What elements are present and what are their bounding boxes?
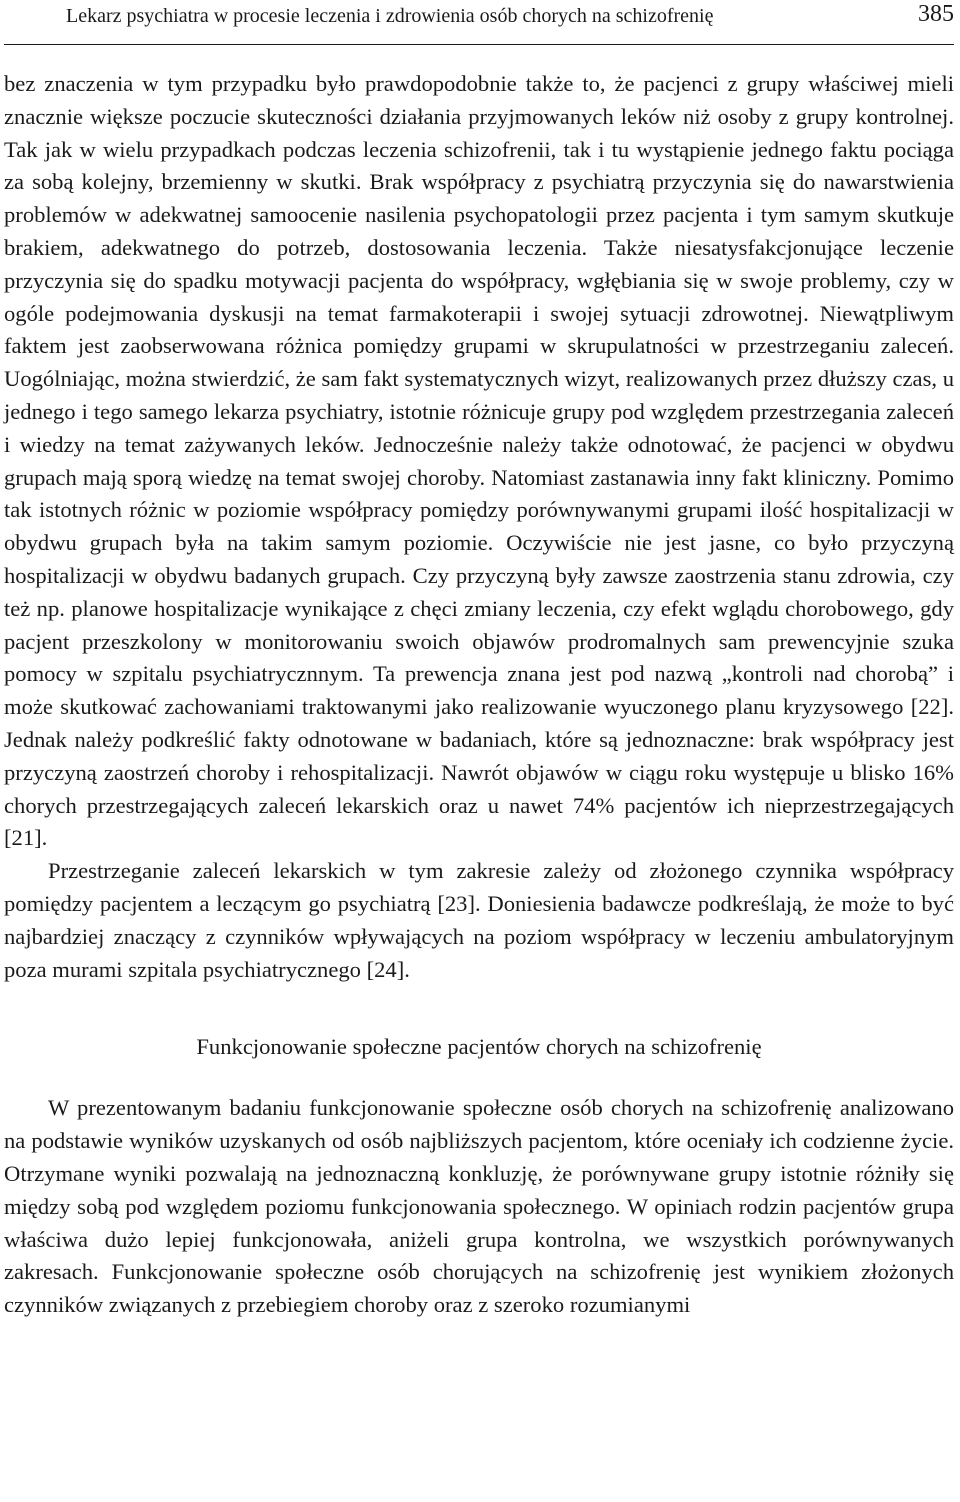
section-heading: Funkcjonowanie społeczne pacjentów chorych na schizofrenię xyxy=(196,1034,762,1060)
body-text xyxy=(4,68,954,1322)
paragraph-continuation: bez znaczenia w tym przypadku było prawdopodobnie także to, że pacjenci z grupy właściwej mieli znacznie większe poczucie skuteczności działania przyjmowanych leków niż osoby z grupy kontrolnej. Tak jak w wielu przypadkach podczas leczenia schizofrenii, tak i tu wystąpienie jednego faktu pociąga za sobą kolejny, brzemienny w skutki. Brak współpracy z psychiatrą przyczynia się do nawarstwienia problemów w adekwatnej samoocenie nasilenia psychopatologii przez pacjenta i tym samym skutkuje brakiem, adekwatnego do potrzeb, dostosowania leczenia. Także niesatysfakcjonujące leczenie przyczynia się do spadku motywacji pacjenta do współpracy, wgłębiania się w swoje problemy, czy w ogóle podejmowania dyskusji na temat farmakoterapii i swojej sytuacji zdrowotnej. Niewątpliwym faktem jest zaobserwowana różnica pomiędzy grupami w skrupulatności w przestrzeganiu zaleceń. Uogólniając, można stwierdzić, że sam fakt systematycznych wizyt, realizowanych przez dłuższy czas, u jednego i tego samego lekarza psychiatry, istotnie różnicuje grupy pod względem przestrzegania zaleceń i wiedzy na temat zażywanych leków. Jednocześnie należy także odnotować, że pacjenci w obydwu grupach mają sporą wiedzę na temat swojej choroby. Natomiast zastanawia inny fakt kliniczny. Pomimo tak istotnych różnic w poziomie współpracy pomiędzy porównywanymi grupami ilość hospitalizacji w obydwu grupach była na takim samym poziomie. Oczywiście nie jest jasne, co było przyczyną hospitalizacji w obydwu badanych grupach. Czy przyczyną były zawsze zaostrzenia stanu zdrowia, czy też np. planowe hospitalizacje wynikające z chęci zmiany leczenia, czy efekt wglądu chorobowego, gdy pacjent przeszkolony w monitorowaniu swoich objawów prodromalnych sam prewencyjnie szuka pomocy w szpitalu psychiatrycznnym. Ta prewencja znana jest pod nazwą „kontroli nad chorobą” i może skutkować zachowaniami traktowanymi jako realizowanie wyuczonego planu kryzysowego [22]. Jednak należy podkreślić fakty odnotowane w badaniach, które są jednoznaczne: brak współpracy jest przyczyną zaostrzeń choroby i rehospitalizacji. Nawrót objawów w ciągu roku występuje u blisko 16% chorych przestrzegających zaleceń lekarskich oraz u nawet 74% pacjentów ich nieprzestrzegających [21]. xyxy=(4,71,954,851)
running-header xyxy=(4,0,954,45)
paragraph-social-functioning: W prezentowanym badaniu funkcjonowanie społeczne osób chorych na schizofrenię analizowano na podstawie wyników uzyskanych od osób najbliższych pacjentom, które oceniały ich codzienne życie. Otrzymane wyniki pozwalają na jednoznaczną konkluzję, że porównywane grupy istotnie różniły się między sobą pod względem poziomu funkcjonowania społecznego. W opiniach rodzin pacjentów grupa właściwa dużo lepiej funkcjonowała, aniżeli grupa kontrolna, we wszystkich porównywanych zakresach. Funkcjonowanie społeczne osób chorujących na schizofrenię jest wynikiem złożonych czynników związanych z przebiegiem choroby oraz z szeroko rozumianymi xyxy=(4,1095,954,1318)
paragraph-adherence: Przestrzeganie zaleceń lekarskich w tym zakresie zależy od złożonego czynnika współpracy pomiędzy pacjentem a leczącym go psychiatrą [23]. Doniesienia badawcze podkreślają, że może to być najbardziej znaczący z czynników wpływających na poziom współpracy w leczeniu ambulatoryjnym poza murami szpitala psychiatrycznego [24]. xyxy=(4,858,954,982)
page-number: 385 xyxy=(918,1,954,27)
running-title: Lekarz psychiatra w procesie leczenia i zdrowienia osób chorych na schizofrenię xyxy=(66,5,714,27)
